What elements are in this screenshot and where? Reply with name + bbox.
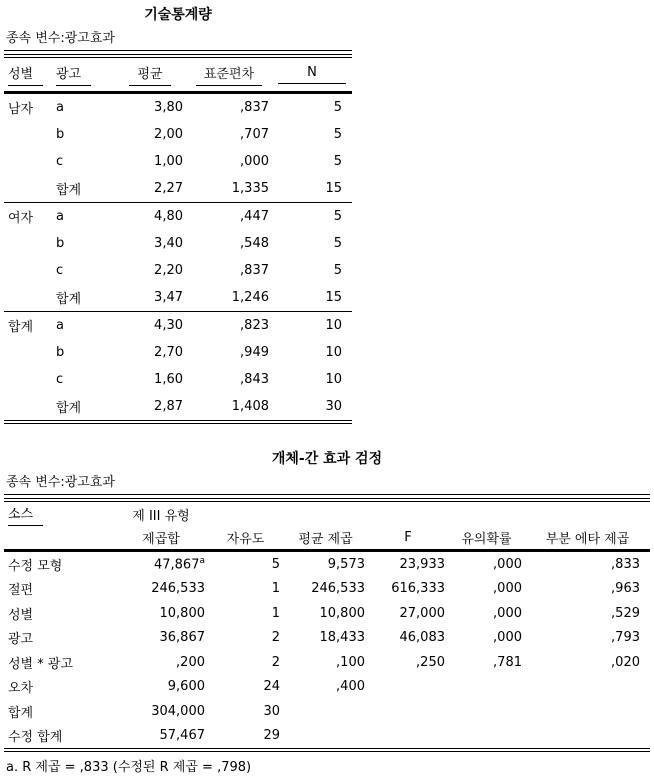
- anova-header-row-2: [4, 525, 650, 549]
- table-row: [4, 312, 352, 339]
- table-row: [4, 577, 650, 602]
- col-header-mean-label: 평균: [129, 63, 170, 86]
- cell-ss-value: 47,867: [153, 557, 200, 573]
- table-row: [4, 148, 352, 175]
- cell-ss: 304,000: [151, 703, 205, 719]
- table-row: [4, 552, 650, 577]
- cell-eta: ,833: [611, 556, 640, 572]
- cell-sig: ,000: [493, 581, 522, 597]
- cell-ad: b: [56, 345, 65, 360]
- cell-ss: ,200: [176, 654, 205, 670]
- cell-n: 15: [325, 181, 342, 196]
- cell-f: ,250: [416, 654, 445, 670]
- anova-table: [4, 474, 650, 776]
- cell-ss: [114, 556, 208, 572]
- cell-n: 15: [325, 290, 342, 305]
- col-header-mean: [114, 63, 186, 86]
- table-row: [4, 393, 352, 420]
- table-row: [4, 175, 352, 202]
- table-row: [4, 601, 650, 626]
- cell-std: ,548: [240, 236, 269, 251]
- spss-output-page: [0, 6, 654, 776]
- anova-header-row-1: [4, 503, 650, 525]
- cell-ad: 합계: [56, 401, 82, 416]
- cell-ms: 18,433: [319, 630, 365, 646]
- cell-df: 24: [263, 679, 280, 695]
- cell-std: ,707: [240, 127, 269, 142]
- cell-ms: ,400: [336, 679, 365, 695]
- cell-n: 30: [325, 399, 342, 414]
- cell-mean: 2,87: [154, 399, 183, 414]
- cell-ad: a: [56, 209, 64, 224]
- col-header-std-label: 표준편차: [196, 63, 262, 86]
- cell-n: 5: [333, 263, 342, 278]
- cell-mean: 1,00: [154, 154, 183, 169]
- cell-n: 5: [333, 236, 342, 251]
- cell-std: ,837: [240, 100, 269, 115]
- cell-ad: c: [56, 263, 64, 278]
- descriptives-table: [4, 30, 352, 424]
- col-header-ss-line2: 제곱합: [142, 531, 180, 547]
- cell-ad: c: [56, 372, 64, 387]
- col-header-sig: 유의확률: [461, 531, 512, 547]
- cell-n: 5: [333, 154, 342, 169]
- cell-source: 오차: [8, 681, 34, 697]
- col-header-ad-label: 광고: [56, 63, 91, 86]
- cell-source: 광고: [8, 632, 34, 648]
- cell-gender: 합계: [8, 320, 34, 335]
- anova-subtitle: 종속 변수:광고효과: [4, 474, 650, 495]
- table-row: [4, 626, 650, 651]
- cell-source: 수정 모형: [8, 558, 63, 574]
- cell-std: ,837: [240, 263, 269, 278]
- col-header-ss-line1: 제 III 유형: [132, 509, 190, 524]
- cell-mean: 3,80: [154, 100, 183, 115]
- table-footnote: a. R 제곱 = ,833 (수정된 R 제곱 = ,798): [6, 760, 252, 775]
- col-header-std: [186, 63, 272, 86]
- cell-std: 1,246: [231, 290, 269, 305]
- cell-mean: 2,00: [154, 127, 183, 142]
- cell-ss: 246,533: [151, 581, 205, 597]
- cell-n: 10: [325, 372, 342, 387]
- table-row: [4, 650, 650, 675]
- top-double-rule: [4, 54, 352, 58]
- cell-std: ,949: [240, 345, 269, 360]
- cell-ss: 57,467: [159, 728, 205, 744]
- cell-n: 5: [333, 127, 342, 142]
- descriptives-title: 기술통계량: [144, 7, 212, 23]
- col-header-n: [272, 65, 352, 84]
- cell-std: 1,335: [231, 181, 269, 196]
- cell-f: 27,000: [399, 605, 445, 621]
- cell-ms: 9,573: [327, 556, 365, 572]
- table-row: [4, 339, 352, 366]
- table-row: [4, 257, 352, 284]
- cell-source: 성별 * 광고: [8, 656, 73, 672]
- cell-std: ,843: [240, 372, 269, 387]
- col-header-gender: [4, 63, 52, 86]
- bottom-double-rule: [4, 748, 650, 752]
- cell-sig: ,781: [493, 654, 522, 670]
- bottom-double-rule: [4, 420, 352, 424]
- cell-source: 수정 합계: [8, 730, 63, 746]
- cell-df: 5: [271, 556, 280, 572]
- cell-ms: 246,533: [311, 581, 365, 597]
- col-header-ms: 평균 제곱: [298, 531, 353, 547]
- table-row: [4, 94, 352, 121]
- cell-ad: c: [56, 154, 64, 169]
- cell-n: 5: [333, 209, 342, 224]
- cell-ss: 36,867: [159, 630, 205, 646]
- col-header-df: 자유도: [226, 531, 265, 547]
- cell-mean: 2,70: [154, 345, 183, 360]
- descriptives-header-row: [4, 62, 352, 86]
- table-row: [4, 203, 352, 230]
- cell-f: 46,083: [399, 630, 445, 646]
- cell-df: 2: [271, 630, 280, 646]
- cell-ad: 합계: [56, 183, 82, 198]
- col-header-f: F: [404, 529, 412, 545]
- cell-df: 30: [263, 703, 280, 719]
- table-row: [4, 675, 650, 700]
- cell-std: 1,408: [231, 399, 269, 414]
- cell-df: 29: [263, 728, 280, 744]
- cell-df: 2: [271, 654, 280, 670]
- cell-f: 616,333: [391, 581, 445, 597]
- top-double-rule: [4, 498, 650, 502]
- cell-std: ,823: [240, 318, 269, 333]
- cell-mean: 1,60: [154, 372, 183, 387]
- cell-mean: 4,30: [154, 318, 183, 333]
- table-row: [4, 121, 352, 148]
- footnote-marker: a: [199, 556, 205, 567]
- cell-f: 23,933: [399, 556, 445, 572]
- cell-ms: 10,800: [319, 605, 365, 621]
- cell-gender: 남자: [8, 102, 34, 117]
- cell-mean: 4,80: [154, 209, 183, 224]
- cell-mean: 2,20: [154, 263, 183, 278]
- cell-std: ,000: [240, 154, 269, 169]
- anova-title: 개체-간 효과 검정: [271, 451, 383, 467]
- cell-mean: 3,40: [154, 236, 183, 251]
- cell-mean: 2,27: [154, 181, 183, 196]
- table-row: [4, 724, 650, 749]
- cell-sig: ,000: [493, 556, 522, 572]
- cell-n: 5: [333, 100, 342, 115]
- col-header-ad: [52, 63, 114, 86]
- cell-ms: ,100: [336, 654, 365, 670]
- cell-ad: a: [56, 100, 64, 115]
- cell-ad: b: [56, 127, 65, 142]
- cell-source: 합계: [8, 705, 34, 721]
- cell-sig: ,000: [493, 630, 522, 646]
- cell-gender: 여자: [8, 211, 34, 226]
- cell-sig: ,000: [493, 605, 522, 621]
- cell-ss: 9,600: [167, 679, 205, 695]
- cell-eta: ,529: [611, 605, 640, 621]
- descriptives-subtitle: 종속 변수:광고효과: [4, 30, 352, 51]
- cell-ad: b: [56, 236, 65, 251]
- col-header-n-label: N: [278, 65, 346, 84]
- cell-ss: 10,800: [159, 605, 205, 621]
- cell-ad: a: [56, 318, 64, 333]
- col-header-source-label: 소스: [8, 503, 43, 526]
- table-row: [4, 366, 352, 393]
- cell-mean: 3,47: [154, 290, 183, 305]
- cell-source: 절편: [8, 583, 34, 599]
- cell-df: 1: [271, 605, 280, 621]
- cell-n: 10: [325, 345, 342, 360]
- cell-n: 10: [325, 318, 342, 333]
- col-header-eta: 부분 에타 제곱: [545, 531, 630, 547]
- cell-df: 1: [271, 581, 280, 597]
- cell-eta: ,963: [611, 581, 640, 597]
- col-header-source: [4, 503, 114, 526]
- cell-std: ,447: [240, 209, 269, 224]
- cell-source: 성별: [8, 607, 34, 623]
- cell-eta: ,793: [611, 630, 640, 646]
- table-row: [4, 230, 352, 257]
- cell-eta: ,020: [611, 654, 640, 670]
- table-row: [4, 699, 650, 724]
- col-header-gender-label: 성별: [8, 63, 43, 86]
- table-row: [4, 284, 352, 311]
- cell-ad: 합계: [56, 292, 82, 307]
